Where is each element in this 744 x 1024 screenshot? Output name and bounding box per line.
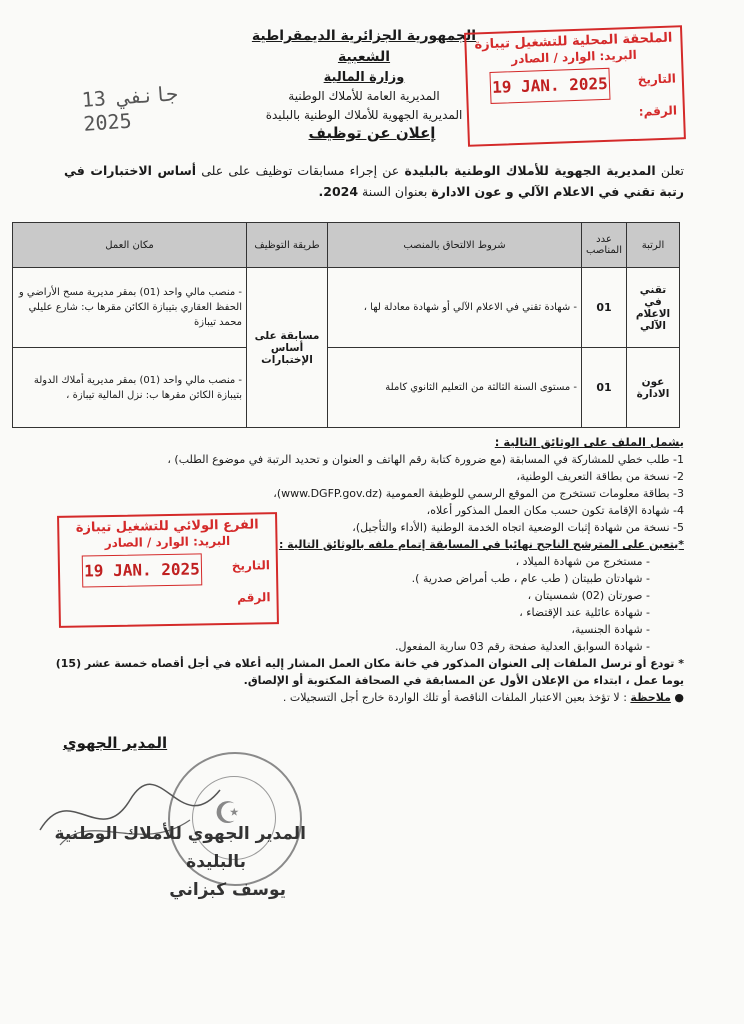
director-title: المدير الجهوي bbox=[62, 734, 168, 752]
stamp-title: الملحقة المحلية للتشغيل تيبازة bbox=[474, 30, 673, 53]
list-item: 2- نسخة من بطاقة التعريف الوطنية، bbox=[516, 470, 684, 483]
registration-stamp-middle bbox=[57, 512, 279, 628]
signature-line: المدير الجهوي للأملاك الوطنية bbox=[54, 824, 306, 844]
intro-part: عن إجراء مسابقات توظيف على على bbox=[196, 163, 405, 178]
cell-count: 01 bbox=[582, 268, 627, 348]
list-item: - شهادة السوابق العدلية صفحة رقم 03 سارية المفعول. bbox=[395, 640, 650, 653]
list-item: 3- بطاقة معلومات تستخرج من الموقع الرسمي للوظيفة العمومية (www.DGFP.gov.dz)، bbox=[273, 487, 684, 500]
cell-count: 01 bbox=[582, 348, 627, 428]
header-rank: الرتبة bbox=[627, 223, 680, 268]
republic-name: الجمهورية الجزائرية الديمقراطية الشعبية bbox=[251, 28, 477, 65]
signature-line: بالبليدة bbox=[186, 852, 246, 872]
list-item: - شهادة عائلية عند الإقتضاء ، bbox=[519, 606, 650, 619]
stamp-date-row bbox=[60, 548, 277, 594]
table-row bbox=[13, 348, 680, 428]
crescent-star-icon: ☪ bbox=[214, 796, 241, 831]
stamp-number-label: الرقم bbox=[237, 590, 271, 605]
stamp-title: الفرع الولائي للتشغيل تيبازة bbox=[75, 517, 259, 536]
cell-conditions: - مستوى السنة الثالثة من التعليم الثانوي كاملة bbox=[328, 348, 582, 428]
intro-bold: المديرية الجهوية للأملاك الوطنية بالبليدة bbox=[404, 163, 656, 178]
stamp-subtitle: البريد: الوارد / الصادر bbox=[104, 533, 231, 551]
header-count: عدد المناصب bbox=[582, 223, 627, 268]
stamp-number-label: الرقم: bbox=[638, 103, 678, 119]
stamp-date-row bbox=[467, 61, 682, 110]
handwritten-date: 13 جانفي 2025 bbox=[80, 81, 179, 136]
cell-rank: عون الادارة bbox=[627, 348, 680, 428]
general-directorate: المديرية العامة للأملاك الوطنية bbox=[288, 89, 440, 103]
list-item: - صورتان (02) شمسيتان ، bbox=[527, 589, 650, 602]
cell-place: - منصب مالي واحد (01) بمقر مديرية مسح الأراضي و الحفظ العقاري بتيبازة الكائن مقرها ب: شارع عليلي محمد تيبازة bbox=[13, 268, 247, 348]
cell-rank: تقني في الاعلام الآلي bbox=[627, 268, 680, 348]
regional-directorate: المديرية الجهوية للأملاك الوطنية بالبليدة bbox=[265, 108, 463, 122]
list-item: 1- طلب خطي للمشاركة في المسابقة (مع ضرورة كتابة رقم الهاتف و العنوان و تحديد الرتبة في موضوع الطلب) ، bbox=[167, 453, 684, 466]
table-header-row bbox=[13, 223, 680, 268]
remark: ● ملاحظة : لا تؤخذ بعين الاعتبار الملفات الناقصة أو تلك الواردة خارج أجل التسجيلات . bbox=[282, 691, 684, 704]
cell-conditions: - شهادة تقني في الاعلام الآلي أو شهادة معادلة لها ، bbox=[328, 268, 582, 348]
cell-place: - منصب مالي واحد (01) بمقر مديرية أملاك الدولة بتيبازة الكائن مقرها ب: نزل المالية تيبازة ، bbox=[13, 348, 247, 428]
letterhead bbox=[239, 26, 489, 125]
ministry-name: وزارة المالية bbox=[323, 70, 405, 85]
signature-block bbox=[6, 820, 306, 904]
list-item: - مستخرج من شهادة الميلاد ، bbox=[515, 555, 650, 568]
positions-table bbox=[12, 222, 680, 428]
cell-method: مسابقة على أساس الإختبارات bbox=[247, 268, 328, 428]
winner-heading: *يتعين على المترشح الناجح نهائيا في المسابقة إتمام ملفه بالوثائق التالية : bbox=[278, 538, 684, 551]
stamp-date: 19 JAN. 2025 bbox=[489, 68, 610, 104]
header-conditions: شروط الالتحاق بالمنصب bbox=[328, 223, 582, 268]
intro-part: تعلن bbox=[655, 163, 684, 178]
stamp-date-label: التاريخ bbox=[231, 558, 271, 573]
list-item: - شهادة الجنسية، bbox=[571, 623, 650, 636]
remark-label: ملاحظة bbox=[630, 691, 671, 704]
intro-part: بعنوان السنة bbox=[358, 184, 432, 199]
intro-bold: أساس الاختبارات في رتبة تقني في الاعلام الآلي و عون الادارة bbox=[64, 163, 684, 199]
intro-bold: 2024. bbox=[318, 184, 359, 199]
signature-name: يوسف كبزاني bbox=[169, 880, 286, 900]
documents-heading: يشمل الملف على الوثائق التالية : bbox=[494, 435, 684, 449]
header-method: طريقة التوظيف bbox=[247, 223, 328, 268]
list-item: 5- نسخة من شهادة إثبات الوضعية اتجاه الخدمة الوطنية (الأداء والتأجيل)، bbox=[352, 521, 684, 534]
intro-paragraph bbox=[64, 160, 684, 202]
stamp-date-label: التاريخ bbox=[637, 71, 677, 87]
list-item: - شهادتان طبيتان ( طب عام ، طب أمراض صدرية ). bbox=[411, 572, 650, 585]
deposit-note: * تودع أو ترسل الملفات إلى العنوان المذكور في خانة مكان العمل المشار إليه أعلاه في أجل أقصاه خمسة عشر (15) يوما عمل ، ابتداء من الإعلان الأول عن المسابقة في الصحافة المكتوبة أو الإلصاق. bbox=[55, 657, 684, 687]
announcement-title: إعلان عن توظيف bbox=[308, 124, 436, 142]
stamp-date: 19 JAN. 2025 bbox=[82, 553, 203, 587]
table-row bbox=[13, 268, 680, 348]
header-place: مكان العمل bbox=[13, 223, 247, 268]
remark-text: : لا تؤخذ بعين الاعتبار الملفات الناقصة أو تلك الواردة خارج أجل التسجيلات . bbox=[282, 691, 627, 704]
stamp-subtitle: البريد: الوارد / الصادر bbox=[511, 47, 637, 67]
list-item: 4- شهادة الإقامة تكون حسب مكان العمل المذكور أعلاه، bbox=[426, 504, 684, 517]
